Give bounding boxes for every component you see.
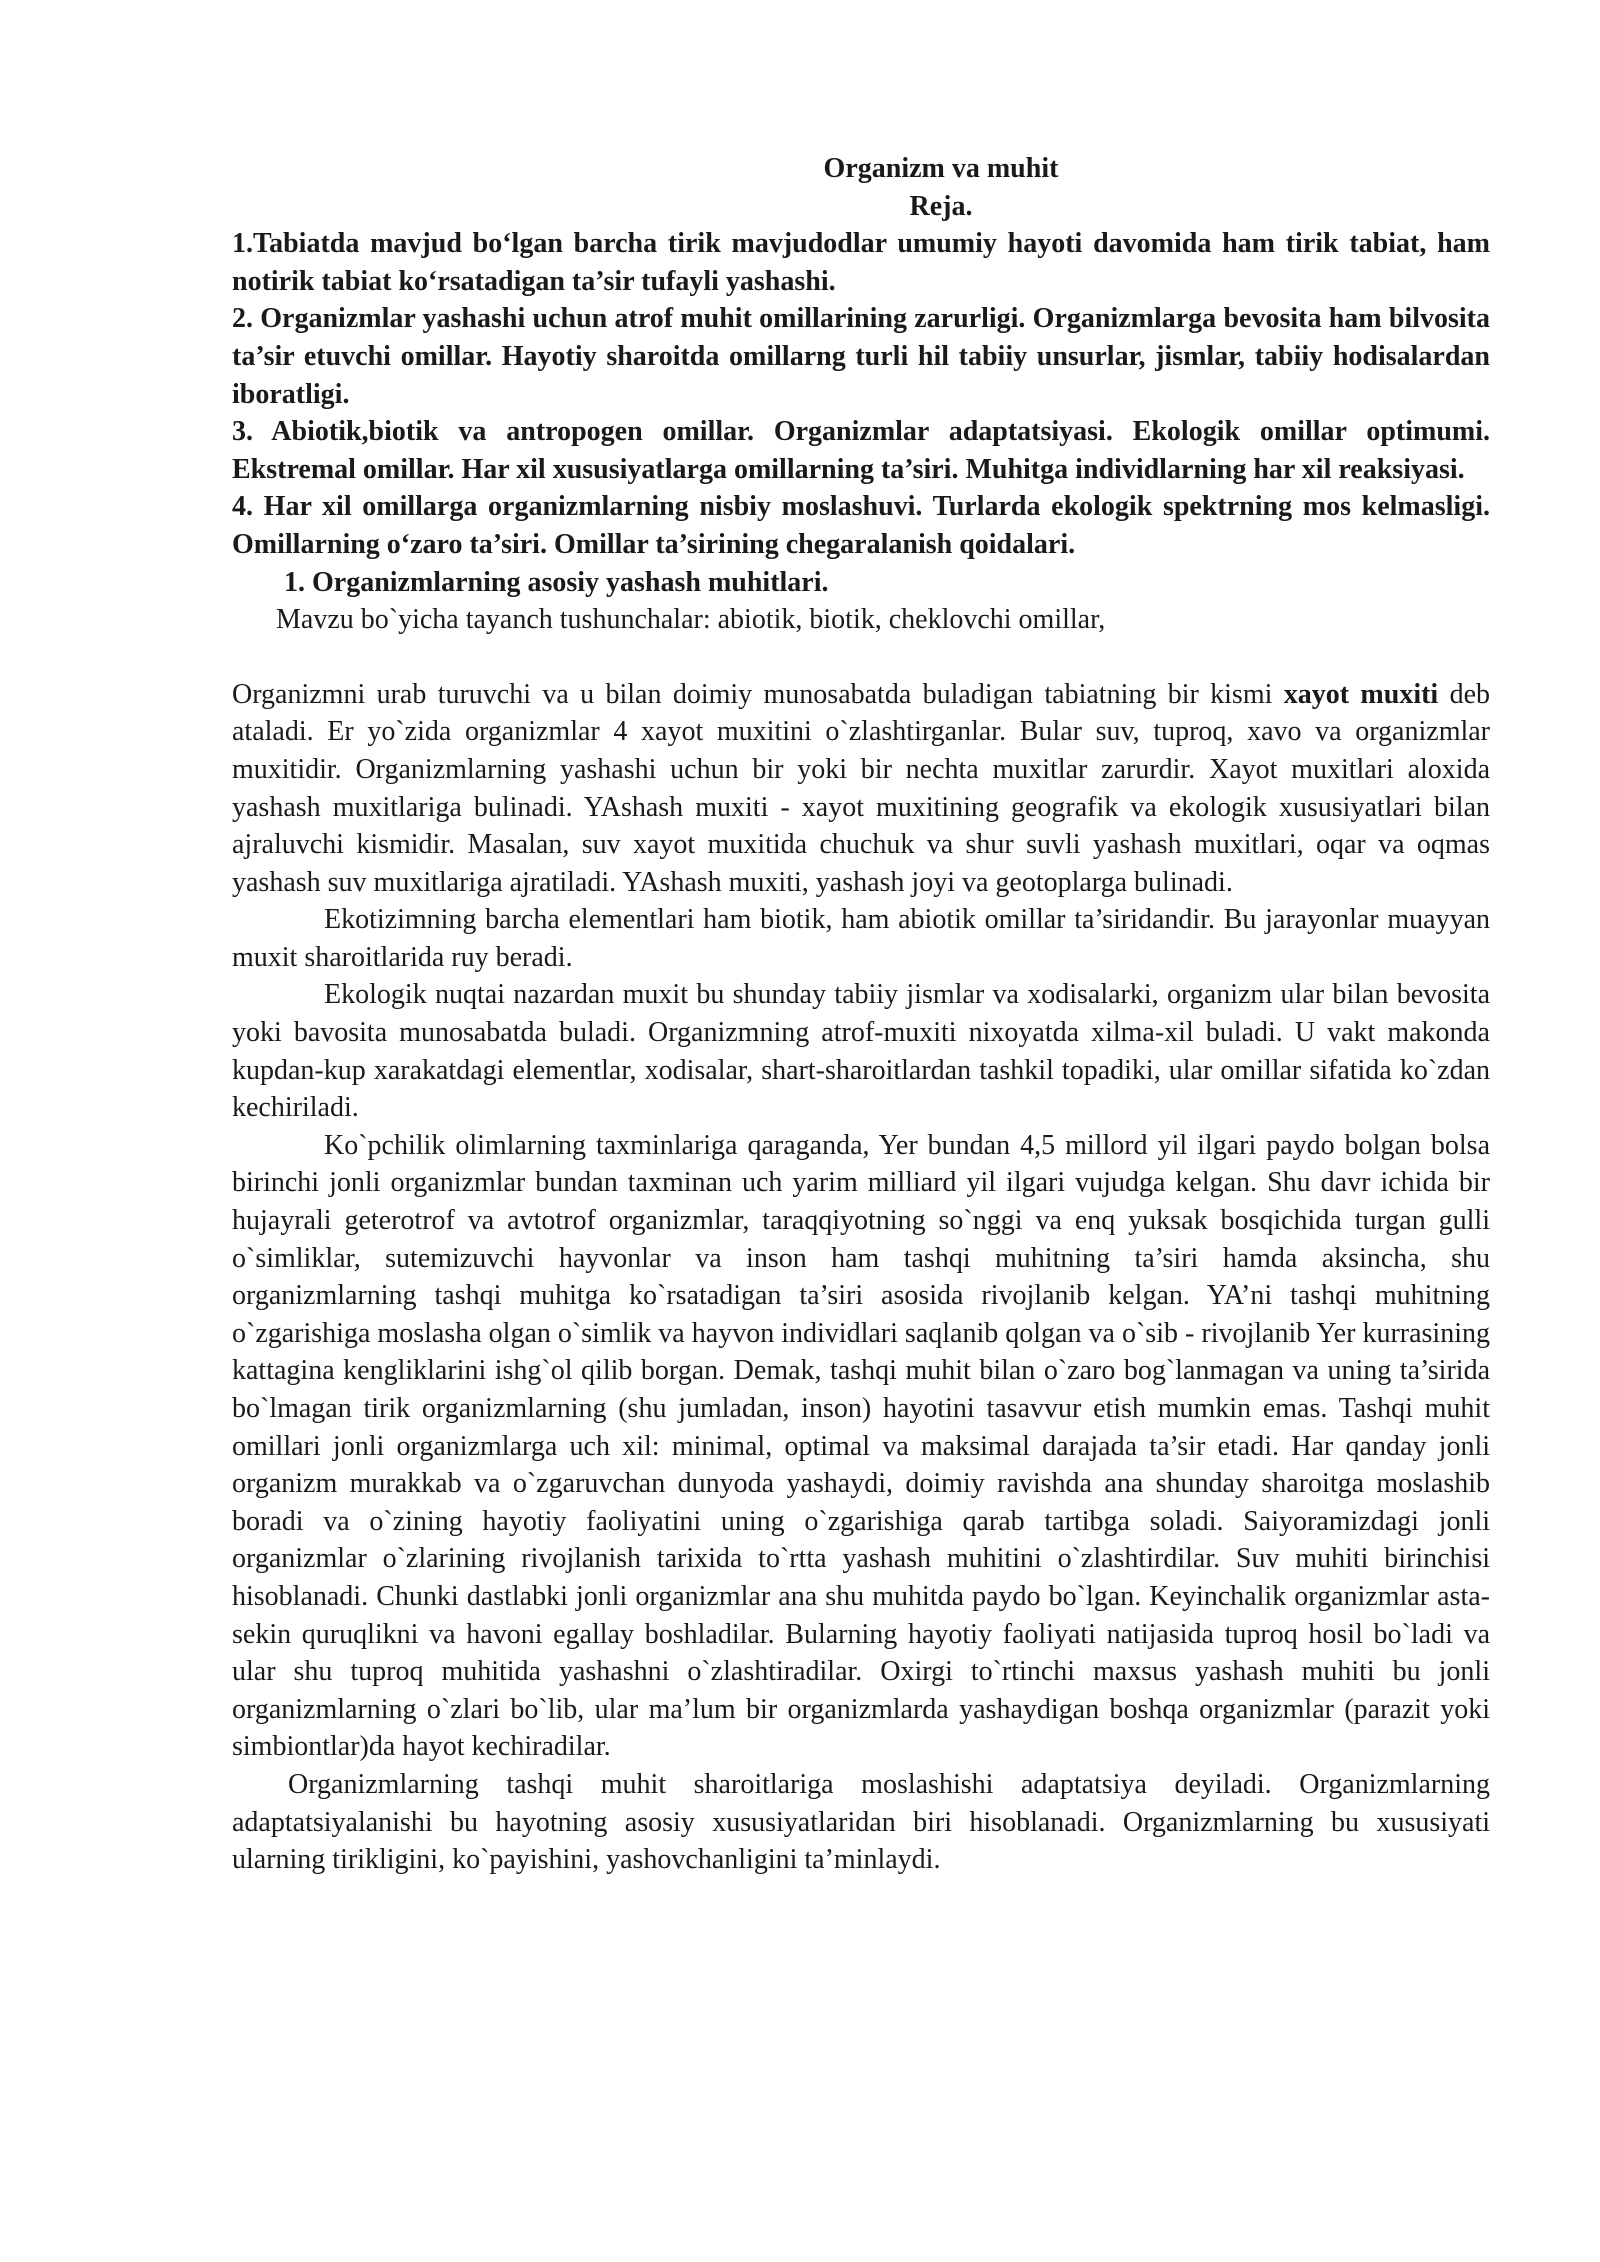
key-concepts: Mavzu bo`yicha tayanch tushunchalar: abiotik, biotik, cheklovchi omillar, [276, 604, 1106, 636]
plan-list [232, 225, 1490, 563]
paragraph-4: Ko`pchilik olimlarning taxminlariga qaraganda, Yer bundan 4,5 millord yil ilgari paydo bolgan bolsa birinchi jonli organizmlar bundan taxminan uch yarim milliard yil ilgari vujudga kelgan. Shu davr ichida bir hujayrali geterotrof va avtotrof organizmlar, taraqqiyotning so`nggi va enq yuksak bosqichida turgan gulli o`simliklar, sutemizuvchi hayvonlar va inson ham tashqi muhitning ta’siri hamda aksincha, shu organizmlarning tashqi muhitga ko`rsatadigan ta’siri asosida rivojlanib kelgan. YA’ni tashqi muhitning o`zgarishiga moslasha olgan o`simlik va hayvon individlari saqlanib qolgan va o`sib - rivojlanib Yer kurrasining kattagina kengliklarini ishg`ol qilib borgan. Demak, tashqi muhit bilan o`zaro bog`lanmagan va uning ta’sirida bo`lmagan tirik organizmlarning (shu jumladan, inson) hayotini tasavvur etish mumkin emas. Tashqi muhit omillari jonli organizmlarga uch xil: minimal, optimal va maksimal darajada ta’sir etadi. Har qanday jonli organizm murakkab va o`zgaruvchan dunyoda yashaydi, doimiy ravishda ana shunday sharoitga moslashib boradi va o`zining hayotiy faoliyatini uning o`zgarishiga qarab tartibga soladi. Saiyoramizdagi jonli organizmlar o`zlarining rivojlanish tarixida to`rtta yashash muhitini o`zlashtirdilar. Suv muhiti birinchisi hisoblanadi. Chunki dastlabki jonli organizmlar ana shu muhitda paydo bo`lgan. Keyinchalik organizmlar asta-sekin quruqlikni va havoni egallay boshladilar. Bularning hayotiy faoliyati natijasida tuproq hosil bo`ladi va ular shu tuproq muhitida yashashni o`zlashtiradilar. Oxirgi to`rtinchi maxsus yashash muhiti bu jonli organizmlarning o`zlari bo`lib, ular ma’lum bir organizmlarda yashaydigan boshqa organizmlar (parazit yoki simbiontlar)da hayot kechiradilar. [232, 1129, 1490, 1763]
paragraph-1-end: deb ataladi. Er yo`zida organizmlar 4 xayot muxitini o`zlashtirganlar. Bular suv, tuproq, xavo va organizmlar muxitidir. Organizmlarning yashashi uchun bir yoki bir nechta muxitlar zarurdir. Xayot muxitlari aloxida yashash muxitlariga bulinadi. YAshash muxiti - xayot muxitining geografik va ekologik xususiyatlari bilan ajraluvchi kismidir. Masalan, suv xayot muxitida chuchuk va shur suvli yashash muxitlari, oqar va oqmas yashash suv muxitlariga ajratiladi. YAshash muxiti, yashash joyi va geotoplarga bulinadi. [232, 678, 1490, 898]
key-term: xayot muxiti [1283, 678, 1439, 710]
plan-item-2: 2. Organizmlar yashashi uchun atrof muhit omillarining zarurligi. Organizmlarga bevosita ham bilvosita ta’sir etuvchi omillar. Hayotiy sharoitda omillarng turli hil tabiiy unsurlar, jismlar, tabiiy hodisalardan iboratligi. [232, 303, 1490, 410]
section-heading: 1. Organizmlarning asosiy yashash muhitlari. [284, 566, 829, 598]
body-text [232, 676, 1490, 1879]
paragraph-5: Organizmlarning tashqi muhit sharoitlariga moslashishi adaptatsiya deyiladi. Organizmlarning adaptatsiyalanishi bu hayotning asosiy xususiyatlaridan biri hisoblanadi. Organizmlarning bu xususiyati ularning tirikligini, ko`payishini, yashovchanligini ta’minlaydi. [232, 1768, 1490, 1876]
paragraph-1-start: Organizmni urab turuvchi va u bilan doimiy munosabatda buladigan tabiatning bir kismi [232, 678, 1284, 710]
paragraph-2: Ekotizimning barcha elementlari ham biotik, ham abiotik omillar ta’siridandir. Bu jarayonlar muayyan muxit sharoitlarida ruy beradi. [232, 904, 1490, 973]
document-page [232, 150, 1490, 1879]
plan-heading: Reja. [909, 190, 973, 222]
paragraph-3: Ekologik nuqtai nazardan muxit bu shunday tabiiy jismlar va xodisalarki, organizm ular bilan bevosita yoki bavosita munosabatda buladi. Organizmning atrof-muxiti nixoyatda xilma-xil buladi. U vakt makonda kupdan-kup xarakatdagi elementlar, xodisalar, shart-sharoitlardan tashkil topadiki, ular omillar sifatida ko`zdan kechiriladi. [232, 979, 1490, 1124]
paragraph-1 [232, 676, 1490, 902]
document-title: Organizm va muhit [823, 153, 1059, 184]
plan-item-1: 1.Tabiatda mavjud bo‘lgan barcha tirik mavjudodlar umumiy hayoti davomida ham tirik tabiat, ham notirik tabiat ko‘rsatadigan ta’sir tufayli yashashi. [232, 228, 1490, 297]
plan-item-3: 3. Abiotik,biotik va antropogen omillar. Organizmlar adaptatsiyasi. Ekologik omillar optimumi. Ekstremal omillar. Har xil xususiyatlarga omillarning ta’siri. Muhitga individlarning har xil reaksiyasi. [232, 416, 1490, 485]
plan-item-4: 4. Har xil omillarga organizmlarning nisbiy moslashuvi. Turlarda ekologik spektrning mos kelmasligi. Omillarning o‘zaro ta’siri. Omillar ta’sirining chegaralanish qoidalari. [232, 491, 1490, 560]
